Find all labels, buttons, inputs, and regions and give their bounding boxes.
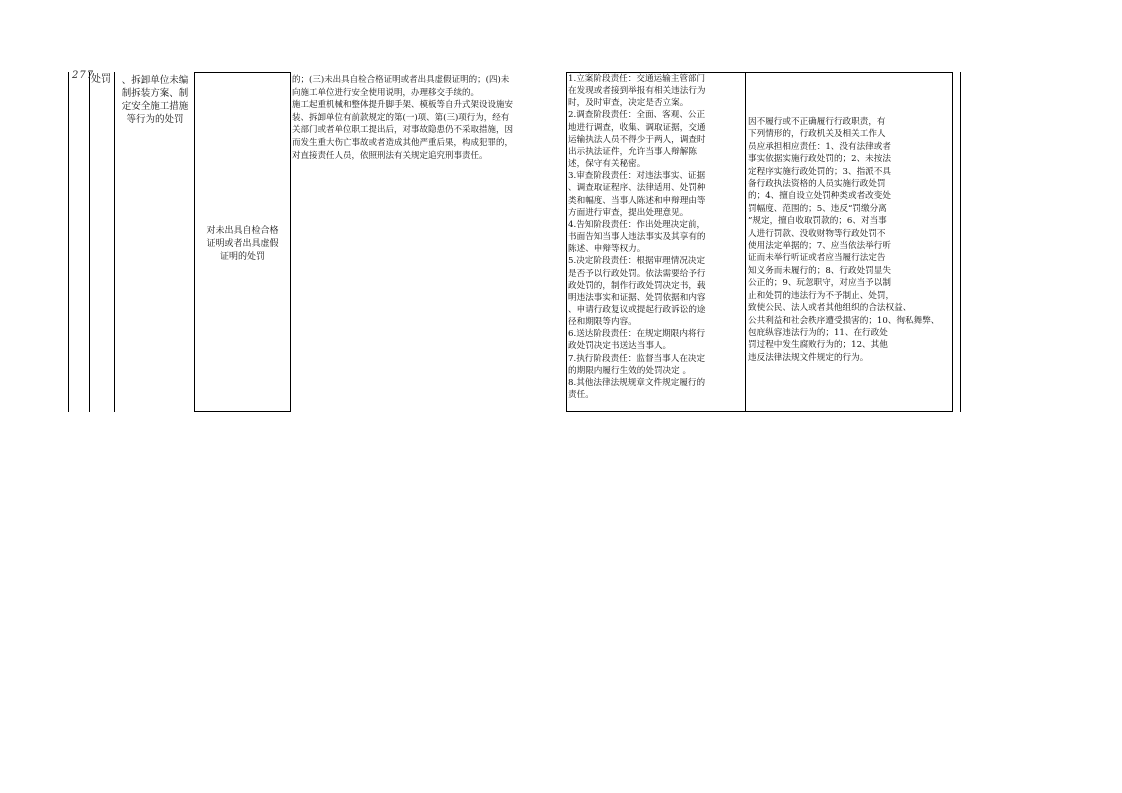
table-left-border	[68, 72, 69, 412]
category-cell: 处罚	[91, 74, 111, 85]
col-divider-2	[114, 72, 115, 412]
row-number: 277	[72, 70, 95, 81]
table-right-border	[960, 72, 961, 412]
sub-item-cell: 对未出具自检合格 证明或者出具虚假 证明的处罚	[206, 226, 279, 262]
item-name-cell: 、拆卸单位未编 制拆装方案、制 定安全施工措施 等行为的处罚	[121, 75, 189, 125]
col-divider-1	[89, 72, 90, 412]
basis-cell: 的；(三)未出具自检合格证明或者出具虚假证明的；(四)未 向施工单位进行安全使用说明，办理移交手续的。 施工起重机械和整体提升脚手架、模板等自升式架设设施安 装、拆卸单位有前款规定的第(一)项、第(三)项行为，经有 关部门或者单位职工提出后，对事故隐患仍不采取措施，因 而发生重大伤亡事故或者造成其他严重后果，构成犯罪的， 对直接责任人员，依照刑法有关规定追究刑事责任。	[292, 75, 514, 161]
responsibility-cell: 1.立案阶段责任：交通运输主管部门 在发现或者接到举报有相关违法行为 时，及时审查，决定是否立案。 2.调查阶段责任：全面、客观、公正 地进行调查，收集、调取证据，交通 运输执法人员不得少于两人，调查时 出示执法证件，允许当事人辩解陈 述，保守有关秘密。 3.审查阶段责任：对违法事实、证据 、调查取证程序、法律适用、处罚种 类和幅度、当事人陈述和申辩理由等 方面进行审查，提出处理意见。 4.告知阶段责任：作出处理决定前， 书面告知当事人违法事实及其享有的 陈述、申辩等权力。 5.决定阶段责任：根据审理情况决定 是否予以行政处罚。依法需要给予行 政处罚的，制作行政处罚决定书，载 明违法事实和证据、处罚依据和内容 、申请行政复议或提起行政诉讼的途 径和期限等内容。 6.送达阶段责任：在规定期限内将行 政处罚决定书送达当事人。 7.执行阶段责任：监督当事人在决定 的期限内履行生效的处罚决定 。 8.其他法律法规规章文件规定履行的 责任。	[568, 74, 706, 401]
accountability-cell: 因不履行或不正确履行行政职责，有 下列情形的，行政机关及相关工作人 员应承担相应责任：1、没有法律或者 事实依据实施行政处罚的；2、未按法 定程序实施行政处罚的；3、指派不具 备行政执法资格的人员实施行政处罚 的；4、擅自设立处罚种类或者改变处 罚幅度、范围的；5、违反“罚缴分离 ”规定，擅自收取罚款的；6、对当事 人进行罚款、没收财物等行政处罚不 使用法定单据的；7、应当依法举行听 证而未举行听证或者应当履行法定告 知义务而未履行的；8、行政处罚显失 公正的；9、玩忽职守，对应当予以制 止和处罚的违法行为不予制止、处罚， 致使公民、法人或者其他组织的合法权益、 公共利益和社会秩序遭受损害的；10、徇私舞弊、 包庇纵容违法行为的；11、在行政处 罚过程中发生腐败行为的；12、其他 违反法律法规文件规定的行为。	[748, 117, 940, 363]
